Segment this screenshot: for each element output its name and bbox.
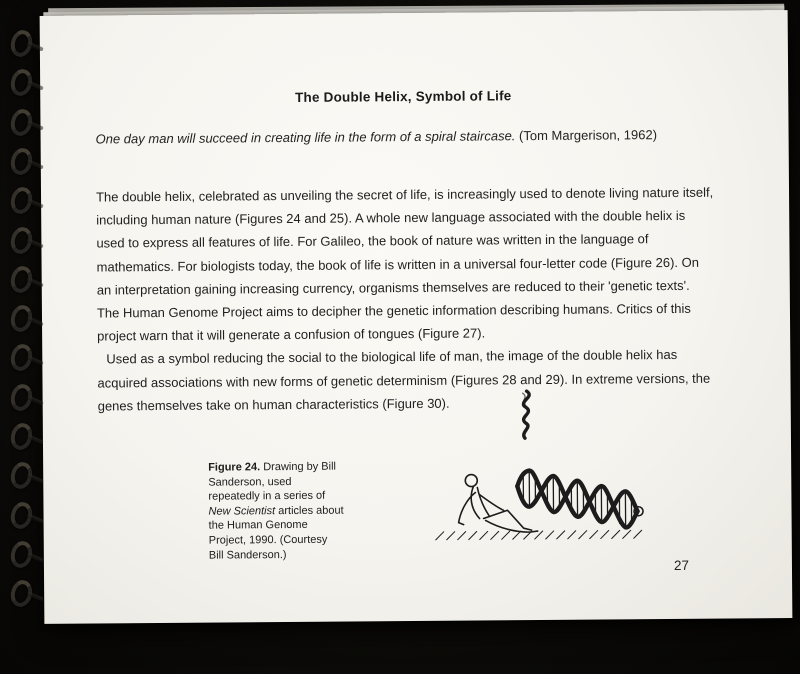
spiral-binding [0, 0, 62, 674]
epigraph [96, 126, 746, 146]
figure-caption-text-before: Drawing by Bill Sanderson, used repeatedly in a series of [208, 460, 337, 503]
binding-coil [8, 185, 35, 216]
body-text [96, 181, 716, 418]
figure-caption-label: Figure 24. [208, 461, 261, 474]
epigraph-attribution: (Tom Margerison, 1962) [515, 127, 658, 144]
figure-caption [208, 460, 345, 563]
binding-coil [8, 106, 35, 137]
binding-coil [8, 499, 35, 530]
helix-doodle-sketch [513, 388, 540, 441]
binding-coil [8, 578, 35, 609]
man-reclining-on-dna-illustration [427, 455, 654, 547]
figure-caption-text-after: articles about the Human Genome Project, 1990. (Courtesy Bill Sanderson.) [208, 504, 344, 562]
binding-coil [8, 342, 35, 373]
binding-coil [8, 539, 35, 570]
binding-coil [8, 303, 35, 334]
binding-coil [8, 28, 35, 59]
page-title: The Double Helix, Symbol of Life [294, 88, 512, 105]
figure-caption-journal: New Scientist [208, 504, 276, 518]
epigraph-quote: One day man will succeed in creating life in the form of a spiral staircase. [95, 128, 516, 147]
binding-coil [8, 67, 35, 98]
binding-coil [8, 146, 35, 177]
book-page [40, 10, 793, 624]
binding-coil [8, 264, 35, 295]
body-paragraph-2: Used as a symbol reducing the social to the biological life of man, the image of the double helix has acquired associations with new forms of genetic determinism (Figures 28 and 29). In extreme versions, the genes themselves take on human characteristics (Figure 30). [97, 347, 711, 414]
body-paragraph-1: The double helix, celebrated as unveiling the secret of life, is increasingly used to denote living nature itself, including human nature (Figures 24 and 25). A whole new language associated with the double helix is used to express all features of life. For Galileo, the book of nature was written in the language of mathematics. For biologists today, the book of life is written in a universal four-letter code (Figure 26). On an interpretation gaining increasing currency, organisms themselves are reduced to their 'genetic texts'. The Human Genome Project aims to decipher the genetic information describing humans. Critics of this project warn that it will generate a confusion of tongues (Figure 27). [95, 184, 714, 344]
binding-coil [8, 421, 35, 452]
page-number: 27 [673, 557, 690, 573]
binding-coil [8, 224, 35, 255]
binding-coil [8, 460, 35, 491]
binding-coil [8, 382, 35, 413]
